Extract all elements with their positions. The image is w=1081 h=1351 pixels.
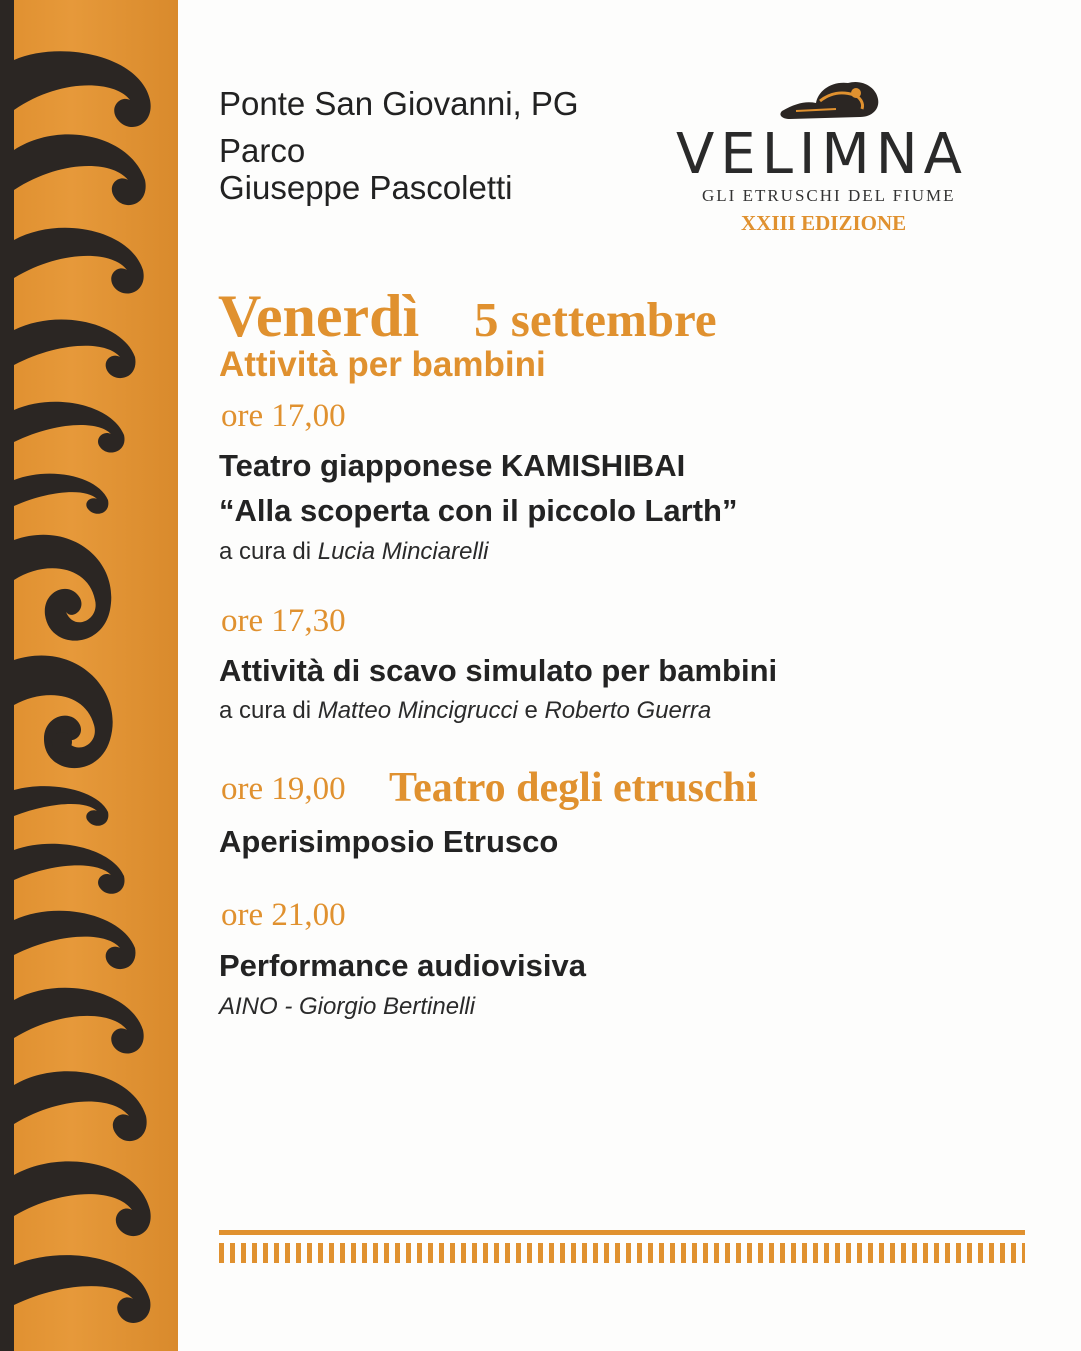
event-title: Teatro giapponese KAMISHIBAI [219,448,686,483]
event-title: Aperisimposio Etrusco [219,824,559,859]
event-time: ore 17,30 [221,603,346,639]
logo-subtitle: GLI ETRUSCHI DEL FIUME [702,186,956,205]
credit-prefix: a cura di [219,697,318,724]
location-park: Parco [219,132,306,169]
logo-title: VELIMNA [676,122,968,187]
logo-edition: XXIII EDIZIONE [741,211,907,235]
credit-join: e [517,697,545,724]
day-date: 5 settembre [474,292,717,347]
footer-tick-pattern [219,1243,1025,1263]
event-credit [219,993,475,1021]
event-time: ore 21,00 [221,897,346,933]
day-weekday: Venerdì [218,283,420,349]
event-title: Attività di scavo simulato per bambini [219,653,778,688]
credit-name: Lucia Minciarelli [317,538,489,565]
location-city: Ponte San Giovanni, PG [219,85,579,122]
location-park-name: Giuseppe Pascoletti [219,169,513,206]
event-time: ore 19,00 [221,771,346,807]
event-venue: Teatro degli etruschi [389,765,758,811]
decorative-band [0,0,178,1351]
event-subtitle: “Alla scoperta con il piccolo Larth” [219,493,738,528]
reclining-figure-icon [776,73,886,123]
event-title: Performance audiovisiva [219,948,586,983]
footer-divider [219,1230,1025,1235]
credit-prefix: a cura di [219,538,318,565]
credit-name: Matteo Mincigrucci [317,697,518,724]
event-time: ore 17,00 [221,398,346,434]
event-credit [219,538,488,566]
credit-name: AINO - Giorgio Bertinelli [219,993,476,1020]
credit-name-2: Roberto Guerra [544,697,712,724]
event-credit [219,697,711,725]
section-title: Attività per bambini [219,345,546,384]
palmette-ornament-icon [0,0,178,1351]
